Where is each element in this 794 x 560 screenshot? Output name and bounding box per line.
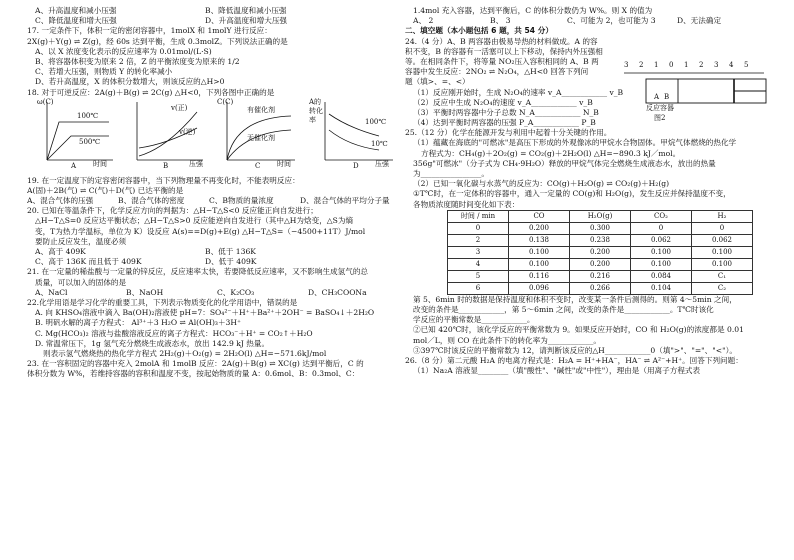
x-axis-label: 压强 xyxy=(375,159,389,168)
table-header-row xyxy=(448,210,753,222)
option-d: D、低于 409K xyxy=(205,257,257,267)
graph-c xyxy=(217,97,299,170)
question-18: 18. 对于可逆反应：2A(g)＋B(g) ⇌ 2C(g) △H<0，下列各图中正确的是 xyxy=(27,87,275,97)
ruler-tick-label: 4 xyxy=(729,61,734,69)
table-cell: 0.096 xyxy=(509,282,570,294)
options-row xyxy=(27,247,399,257)
table-cell: 0 xyxy=(448,222,509,234)
table-cell: 0 xyxy=(692,222,753,234)
option-a: A. 向 KHSO₄溶液中滴入 Ba(OH)₂溶液使 pH=7：SO₄²⁻＋H⁺＋Ba²⁺＋2OH⁻ = BaSO₄↓＋2H₂O xyxy=(35,308,375,318)
table-cell: 0.116 xyxy=(509,270,570,282)
curve-label: v(正) xyxy=(171,103,188,112)
option-c: C. Mg(HCO₃)₂ 溶液与盐酸溶液反应的离子方程式：HCO₃⁻＋H⁺ = CO₂↑＋H₂O xyxy=(35,328,313,338)
question-21: 21. 在一定量的稀盐酸与一定量的锌反应，反应速率太快，若要降低反应速率，又不影响生成氢气的总 xyxy=(27,267,369,277)
option-d: D、升高温度和增大压强 xyxy=(205,16,288,26)
table-cell: 0.266 xyxy=(570,282,631,294)
question-24: 24.（4 分）A、B 两容器由极易导热的材料做成。A 的容 xyxy=(405,36,598,46)
question-25-line: 改变的条件是____________，第 5～6min 之间，改变的条件是____________。T℃时该化 xyxy=(413,304,714,314)
question-18-graphs xyxy=(27,98,399,176)
table-cell: 0.216 xyxy=(570,270,631,282)
question-26: 26.（8 分）第二元酸 H₂A 的电离方程式是：H₂A = H⁺+HA⁻，HA⁻ ⇌ A²⁻+H⁺。回答下列问题： xyxy=(405,355,743,365)
question-25-line: 356g"可燃冰"（分子式为 CH₄·9H₂O）释放的甲烷气体完全燃烧生成液态水，放出的热量 xyxy=(413,158,716,168)
curve-label: v(逆) xyxy=(179,127,196,136)
table-cell: 0.084 xyxy=(631,270,692,282)
table-cell: 0.138 xyxy=(509,234,570,246)
option-b: B、将容器体积变为原来 2 倍，Z 的平衡浓度变为原来的 1/2 xyxy=(35,56,240,66)
table-cell: 3 xyxy=(448,246,509,258)
table-cell: 2 xyxy=(448,234,509,246)
table-row xyxy=(448,246,753,258)
option-c: C、高于 136K 而且低于 409K xyxy=(35,257,142,267)
option-b: B、 3 xyxy=(490,16,511,26)
graph-a xyxy=(37,97,117,170)
option-d: D、若升高温度，X 的体积分数增大，则该反应的△H>0 xyxy=(35,77,225,87)
curve-label: 100℃ xyxy=(77,111,99,120)
question-25-line: ②已知 420℃时，该化学反应的平衡常数为 9。如果反应开始时，CO 和 H₂O(g)的浓度都是 0.01 xyxy=(413,325,744,335)
question-25-line: 学反应的平衡常数是____________。 xyxy=(413,315,535,325)
options-row xyxy=(27,196,399,206)
question-22: 22.化学用语是学习化学的重要工具，下列表示物质变化的化学用语中，错误的是 xyxy=(27,297,298,307)
left-column xyxy=(27,0,399,379)
option-c: C、K₂CO₃ xyxy=(217,287,255,297)
question-25: 25.（12 分）化学在能源开发与利用中起着十分关键的作用。 xyxy=(405,128,612,138)
question-25-line: 为________________。 xyxy=(413,169,489,178)
option-d: D、CH₃COONa xyxy=(308,287,367,297)
question-19-equation: A(固)＋2B(气) ⇌ C(气)＋D(气) 已达平衡的是 xyxy=(27,185,184,195)
option-a: A、混合气体的压强 xyxy=(27,196,94,206)
table-cell: 6 xyxy=(448,282,509,294)
question-20-line: △H−T△S=0 反应达平衡状态；△H−T△S>0 反应能逆向自发进行（其中△H为焓变，△S为熵 xyxy=(35,216,354,226)
question-25-line: mol／L，则 CO 在此条件下的转化率为____________。 xyxy=(413,335,601,345)
table-row xyxy=(448,270,753,282)
graph-caption: A xyxy=(71,161,77,170)
question-26-part: （1）Na₂A 溶液显________（填"酸性"、"碱性"或"中性"），理由是（用离子方程式表 xyxy=(413,366,701,376)
table-row xyxy=(448,234,753,246)
table-cell: 0.200 xyxy=(509,222,570,234)
curve-label: 有催化剂 xyxy=(247,105,275,114)
table-header-cell: H₂ xyxy=(692,210,753,222)
graph-caption: D xyxy=(353,161,359,170)
y-axis-label: ω(C) xyxy=(37,97,54,106)
option-c: C、B物质的量浓度 xyxy=(209,196,274,206)
table-cell: 0.062 xyxy=(692,234,753,246)
option-a: A、 2 xyxy=(413,16,434,26)
ruler-tick-label: 3 xyxy=(714,61,719,69)
graph-d xyxy=(309,97,397,170)
table-row xyxy=(448,222,753,234)
right-column xyxy=(405,0,787,376)
question-23-line: 体积分数为 W%，若维持容器的容积和温度不变，按起始物质的量 A：0.6mol、B：0.3mol、C： xyxy=(27,369,360,379)
ruler-tick-label: 1 xyxy=(684,61,689,69)
section-heading: 二、填空题（本小题包括 6 题，共 54 分） xyxy=(405,26,553,36)
option-c: C、降低温度和增大压强 xyxy=(35,16,117,26)
table-cell: 0.238 xyxy=(570,234,631,246)
vessel-label-a: A xyxy=(654,93,660,101)
question-24-line: 等。在相同条件下，将等量 NO₂压入容积相同的 A、B 两 xyxy=(405,56,599,66)
options-row xyxy=(405,16,787,26)
reaction-vessel-figure xyxy=(624,61,784,137)
x-axis-label: 时间 xyxy=(277,159,291,168)
option-b: B、混合气体的密度 xyxy=(118,196,185,206)
table-cell: 0.200 xyxy=(570,258,631,270)
ruler-tick-label: 5 xyxy=(744,61,749,69)
option-d: D. 常温常压下，1g 氢气充分燃烧生成液态水，放出 142.9 kJ 热量。 xyxy=(35,338,270,348)
question-24-line: 题（填>、=、<） xyxy=(405,77,470,87)
graph-caption: C xyxy=(255,161,261,170)
ruler-tick-label: 2 xyxy=(639,61,644,69)
y-axis-label: A的转化率 xyxy=(309,97,323,124)
table-cell: 0.100 xyxy=(509,258,570,270)
ruler-tick-label: 1 xyxy=(654,61,659,69)
curve-label: 10℃ xyxy=(371,139,388,148)
option-b: B、NaOH xyxy=(126,287,164,297)
option-b: B、降低温度和减小压强 xyxy=(205,6,287,15)
y-axis-label: C(C) xyxy=(217,97,234,106)
table-cell: 0.104 xyxy=(631,282,692,294)
options-row xyxy=(27,16,399,26)
table-cell: 4 xyxy=(448,258,509,270)
option-c: C、可能为 2，也可能为 3 xyxy=(567,16,656,26)
table-cell: 0.300 xyxy=(570,222,631,234)
table-header-cell: 时间 / min xyxy=(448,210,509,222)
question-24-part: （4）达到平衡时两容器的压强 P_A____________ P_B xyxy=(413,118,596,128)
curve-label: 无催化剂 xyxy=(247,133,275,142)
table-row xyxy=(448,258,753,270)
table-cell: 0.100 xyxy=(631,246,692,258)
table-cell: C₁ xyxy=(692,270,753,282)
question-24-line: 积不变，B 的容器有一活塞可以上下移动，保持内外压强相 xyxy=(405,46,603,56)
option-a: A、NaCl xyxy=(35,287,68,297)
table-cell: 5 xyxy=(448,270,509,282)
question-25-line: ③397℃时该反应的平衡常数为 12，请判断该反应的△H____________0（填">"、"="、"<"）。 xyxy=(413,345,738,355)
option-c: C、若增大压强，则物质 Y 的转化率减小 xyxy=(35,67,173,77)
table-cell: 0.062 xyxy=(631,234,692,246)
table-cell: C₂ xyxy=(692,282,753,294)
x-axis-label: 压强 xyxy=(189,159,203,168)
question-24-part: （1）反应刚开始时，生成 N₂O₄的速率 v_A____________ v_B xyxy=(413,87,624,97)
table-header-cell: H₂O(g) xyxy=(570,210,631,222)
option-d: D、无法确定 xyxy=(677,16,722,26)
curve-label: 100℃ xyxy=(365,117,387,126)
question-17: 17. 一定条件下，体积一定的密闭容器中，1molX 和 1molY 进行反应： xyxy=(27,26,272,36)
option-a: A、升高温度和减小压强 xyxy=(35,6,117,15)
option-a: A、高于 409K xyxy=(35,247,86,256)
question-25-line: ①T℃时，在一定体积的容器中，通入一定量的 CO(g)和 H₂O(g)，发生反应并保持温度不变， xyxy=(413,189,731,199)
vessel-caption: 反应容器 xyxy=(646,104,674,112)
vessel-label-b: B xyxy=(664,93,670,101)
curve-label: 500℃ xyxy=(79,137,101,146)
question-25-line: 第 5、6min 时的数据是保持温度和体积不变时，改变某一条件后测得的。则第 4～5min 之间， xyxy=(413,294,737,304)
ruler-tick-label: 2 xyxy=(699,61,704,69)
question-25-part: （1）蕴藏在海底的"可燃冰"是高压下形成的外观像冰的甲烷水合物固体。甲烷气体燃烧的热化学 xyxy=(413,138,737,148)
question-23: 23. 在一容积固定的容器中充入 2molA 和 1molB 反应：2A(g)＋B(g) ⇌ XC(g) 达到平衡后，C 的 xyxy=(27,359,364,369)
figure-caption: 图2 xyxy=(654,114,666,122)
question-25-line: 方程式为：CH₄(g)＋2O₂(g) = CO₂(g)＋2H₂O(l) △H=−890.3 kJ／mol。 xyxy=(421,148,681,158)
table-header-cell: CO₂ xyxy=(631,210,692,222)
question-24-part: （3）平衡时两容器中分子总数 N_A____________ N_B xyxy=(413,107,599,117)
question-20: 20. 已知在等温条件下，化学反应方向的判据为：△H−T△S<0 反应能正向自发进行； xyxy=(27,206,318,216)
question-21-line: 质量，可以加入的固体的是 xyxy=(35,277,127,287)
question-24-line: 容器中发生反应：2NO₂ ⇌ N₂O₄，△H<0 回答下列问 xyxy=(405,67,589,77)
question-25-part: （2）已知一氧化碳与水蒸气的反应为：CO(g)＋H₂O(g) ⇌ CO₂(g)＋H₂(g) xyxy=(413,179,670,189)
table-cell: 0.100 xyxy=(509,246,570,258)
options-row xyxy=(27,6,399,16)
question-23-continued: 1.4mol 充入容器，达到平衡后，C 的体积分数仍为 W%。则 X 的值为 xyxy=(413,6,653,15)
table-cell: 0 xyxy=(631,222,692,234)
question-20-line: 变，T为热力学温标，单位为 K）设反应 A(s)==D(g)+E(g) △H−T△S=（−4500+11T）J/mol xyxy=(35,226,366,236)
table-row xyxy=(448,282,753,294)
option-b: B、低于 136K xyxy=(205,247,256,256)
table-cell: 0.200 xyxy=(570,246,631,258)
x-axis-label: 时间 xyxy=(93,159,107,168)
ruler-tick-label: 0 xyxy=(669,61,674,69)
options-row xyxy=(27,288,399,298)
question-25-line: 各物质浓度随时间变化如下表： xyxy=(413,199,520,209)
options-row xyxy=(27,257,399,267)
option-d-continued: 则表示氢气燃烧热的热化学方程式 2H₂(g)＋O₂(g) = 2H₂O(l) △H=−571.6kJ/mol xyxy=(43,348,327,358)
question-19: 19. 在一定温度下的定容密闭容器中，当下列物理量不再变化时，不能表明反应： xyxy=(27,175,300,185)
option-d: D、混合气体的平均分子量 xyxy=(300,196,390,206)
table-cell: 0.100 xyxy=(631,258,692,270)
graph-b xyxy=(127,98,207,170)
question-24-part: （2）反应中生成 N₂O₄的速度 v_A____________ v_B xyxy=(413,97,593,107)
graph-caption: B xyxy=(163,161,169,170)
table-cell: 0.100 xyxy=(692,246,753,258)
option-b: B. 明矾水解的离子方程式： Al³⁺＋3 H₂O ⇌ Al(OH)₃＋3H⁺ xyxy=(35,318,242,328)
concentration-table xyxy=(447,210,753,295)
option-a: A、以 X 浓度变化表示的反应速率为 0.01mol/(L·S) xyxy=(35,46,212,56)
question-20-line: 要防止反应发生，温度必须 xyxy=(35,236,127,246)
question-17-equation: 2X(g)＋Y(g) ⇌ Z(g)，经 60s 达到平衡，生成 0.3molZ。下列说法正确的是 xyxy=(27,36,288,46)
table-cell: 0.100 xyxy=(692,258,753,270)
ruler-tick-label: 3 xyxy=(624,61,629,69)
table-header-cell: CO xyxy=(509,210,570,222)
